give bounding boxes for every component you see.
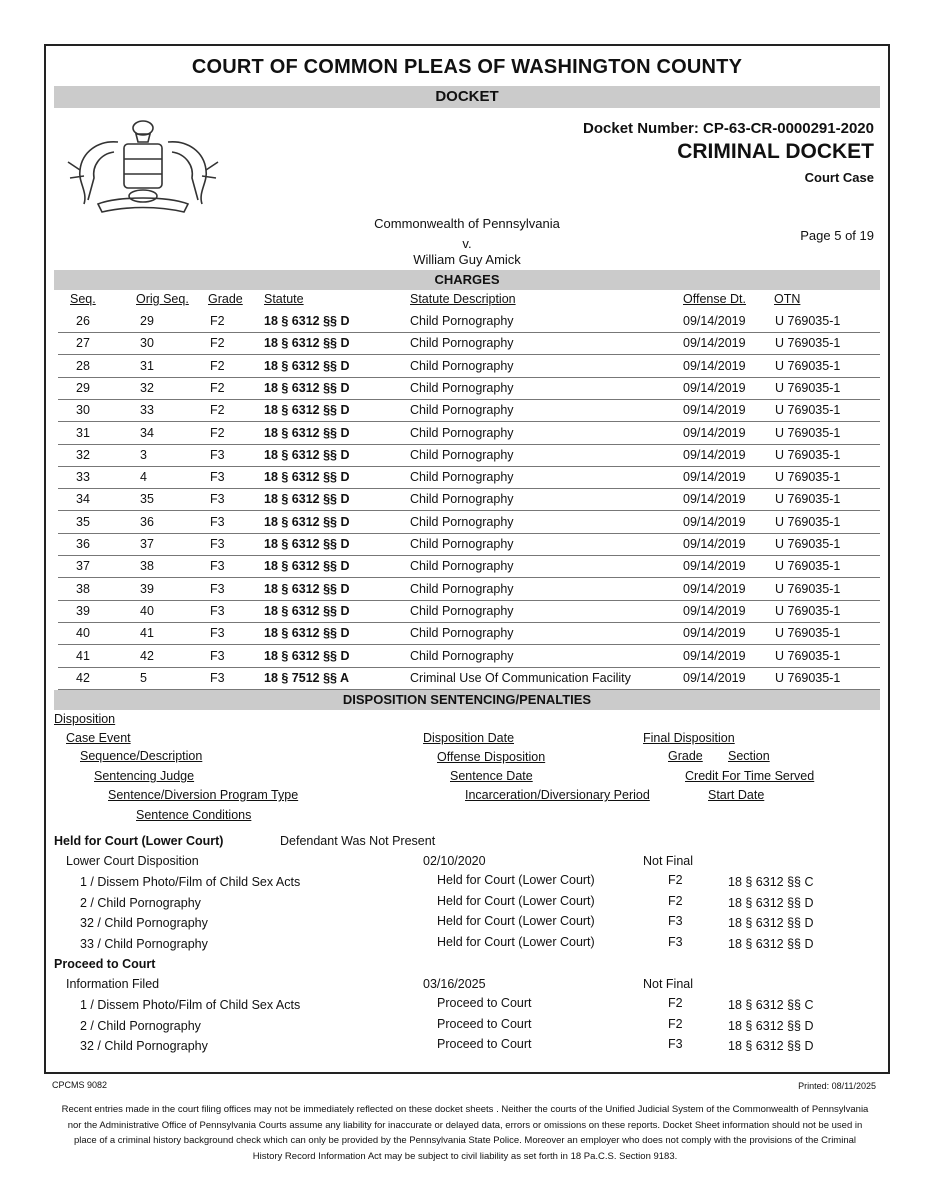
cell-grade: F2	[210, 314, 225, 328]
cell-seq: 39	[76, 603, 90, 618]
legend-sentence-date: Sentence Date	[450, 769, 533, 783]
cell-seq: 38	[76, 581, 90, 596]
group-note: Defendant Was Not Present	[280, 834, 436, 848]
cell-seq: 40	[76, 626, 90, 641]
cell-otn: U 769035-1	[775, 492, 841, 507]
cell-grade: F3	[210, 648, 225, 663]
cell-offense-date: 09/14/2019	[683, 470, 746, 485]
cell-seq: 26	[76, 314, 90, 328]
col-otn: OTN	[774, 292, 801, 306]
cell-otn: U 769035-1	[775, 559, 841, 574]
disclaimer-text: Recent entries made in the court filing offices may not be immediately reflected on these docket sheets . Neither the courts of the Unified Judicial System of the Commonwealth of Pennsylvania nor the Administrative Office of Pennsylvania Courts assume any liability for inaccurate or delayed data, errors or omissions on these reports. Docket Sheet information should not be used in place of a criminal history background check which can only be provided by the Pennsylvania State Police. Moreover an employer who does not comply with the provisions of the Criminal History Record Information Act may be subject to civil liability as set forth in 18 Pa.C.S. Section 9183.	[61, 1104, 869, 1162]
legend-final-disposition: Final Disposition	[643, 731, 735, 745]
cell-otn: U 769035-1	[775, 537, 841, 551]
table-row	[58, 622, 880, 645]
cell-otn: U 769035-1	[775, 603, 841, 618]
cell-otn: U 769035-1	[775, 581, 841, 596]
cell-otn: U 769035-1	[775, 470, 841, 485]
col-seq: Seq.	[70, 292, 96, 306]
cell-orig-seq: 37	[140, 537, 154, 551]
cell-offense-date: 09/14/2019	[683, 603, 746, 618]
final-disposition: Not Final	[643, 977, 694, 991]
criminal-docket-title: CRIMINAL DOCKET	[677, 140, 874, 163]
cell-seq: 29	[76, 380, 90, 395]
cell-description: Child Pornography	[410, 648, 514, 663]
cell-otn: U 769035-1	[775, 425, 841, 440]
final-disposition: Not Final	[643, 854, 694, 868]
cell-seq: 31	[76, 425, 90, 440]
cell-grade: F3	[210, 626, 225, 641]
table-row	[58, 377, 880, 400]
docket-section-bar: DOCKET	[54, 86, 880, 108]
legend-case-event: Case Event	[66, 731, 131, 745]
cell-description: Child Pornography	[410, 403, 514, 418]
col-orig-seq: Orig Seq.	[136, 292, 189, 306]
table-row	[58, 422, 880, 445]
cell-description: Child Pornography	[410, 603, 514, 618]
cell-statute: 18 § 7512 §§ A	[264, 670, 350, 685]
item-section: 18 § 6312 §§ D	[728, 895, 814, 910]
cell-grade: F2	[210, 425, 225, 440]
cell-description: Child Pornography	[410, 425, 514, 440]
cell-statute: 18 § 6312 §§ D	[264, 648, 350, 663]
cell-orig-seq: 30	[140, 336, 154, 351]
cell-seq: 30	[76, 403, 90, 418]
cell-statute: 18 § 6312 §§ D	[264, 603, 350, 618]
cell-otn: U 769035-1	[775, 403, 841, 418]
cell-grade: F3	[210, 670, 225, 685]
cell-grade: F3	[210, 514, 225, 529]
cell-seq: 32	[76, 447, 90, 462]
disposition-date: 02/10/2020	[423, 854, 486, 868]
cell-description: Child Pornography	[410, 336, 514, 351]
cell-offense-date: 09/14/2019	[683, 648, 746, 663]
cell-description: Child Pornography	[410, 537, 514, 551]
item-grade: F3	[668, 934, 683, 949]
disposition-section-bar: DISPOSITION SENTENCING/PENALTIES	[54, 690, 880, 710]
cell-description: Child Pornography	[410, 447, 514, 462]
item-disposition: Proceed to Court	[437, 1016, 532, 1031]
col-description: Statute Description	[410, 292, 516, 306]
table-row	[58, 511, 880, 534]
cell-orig-seq: 29	[140, 314, 154, 328]
cell-orig-seq: 34	[140, 425, 154, 440]
legend-disposition: Disposition	[54, 712, 116, 726]
cell-statute: 18 § 6312 §§ D	[264, 380, 350, 395]
legend-sentence-conditions: Sentence Conditions	[136, 808, 252, 822]
cell-description: Child Pornography	[410, 470, 514, 485]
cell-grade: F3	[210, 581, 225, 596]
case-event: Information Filed	[66, 977, 160, 991]
court-case-label: Court Case	[804, 170, 874, 185]
item-section: 18 § 6312 §§ D	[728, 1039, 814, 1053]
cell-orig-seq: 5	[140, 670, 147, 685]
cell-seq: 37	[76, 559, 90, 574]
legend-sentencing-judge: Sentencing Judge	[94, 769, 195, 783]
cell-grade: F2	[210, 380, 225, 395]
item-section: 18 § 6312 §§ C	[728, 998, 814, 1012]
cell-grade: F2	[210, 336, 225, 351]
cell-statute: 18 § 6312 §§ D	[264, 447, 350, 462]
cell-orig-seq: 31	[140, 358, 154, 373]
printed-date: Printed: 08/11/2025	[798, 1081, 876, 1091]
cell-otn: U 769035-1	[775, 648, 841, 663]
cell-orig-seq: 3	[140, 447, 147, 462]
item-disposition: Held for Court (Lower Court)	[437, 873, 595, 887]
cell-statute: 18 § 6312 §§ D	[264, 492, 350, 507]
pennsylvania-seal-icon	[58, 112, 228, 217]
item-section: 18 § 6312 §§ D	[728, 1018, 814, 1033]
table-row	[58, 578, 880, 601]
item-disposition: Proceed to Court	[437, 1037, 532, 1051]
item-description: 32 / Child Pornography	[80, 916, 208, 930]
item-grade: F3	[668, 914, 683, 928]
cell-otn: U 769035-1	[775, 626, 841, 641]
cell-description: Child Pornography	[410, 314, 514, 328]
item-description: 33 / Child Pornography	[80, 936, 208, 951]
legend-credit-time-served: Credit For Time Served	[685, 769, 815, 783]
cell-statute: 18 § 6312 §§ D	[264, 514, 350, 529]
cell-statute: 18 § 6312 §§ D	[264, 537, 350, 551]
legend-section: Section	[728, 749, 770, 763]
item-disposition: Proceed to Court	[437, 996, 532, 1010]
cell-offense-date: 09/14/2019	[683, 626, 746, 641]
cell-description: Child Pornography	[410, 559, 514, 574]
item-description: 1 / Dissem Photo/Film of Child Sex Acts	[80, 998, 301, 1012]
cell-description: Child Pornography	[410, 581, 514, 596]
legend-sequence-description: Sequence/Description	[80, 749, 203, 763]
cell-offense-date: 09/14/2019	[683, 425, 746, 440]
table-row	[58, 355, 880, 378]
cell-orig-seq: 40	[140, 603, 154, 618]
cell-offense-date: 09/14/2019	[683, 314, 746, 328]
table-row	[58, 533, 880, 556]
legend-offense-disposition: Offense Disposition	[437, 750, 546, 764]
cell-offense-date: 09/14/2019	[683, 537, 746, 551]
cell-statute: 18 § 6312 §§ D	[264, 314, 350, 328]
item-grade: F2	[668, 1016, 683, 1031]
cell-otn: U 769035-1	[775, 380, 841, 395]
cell-otn: U 769035-1	[775, 514, 841, 529]
item-description: 32 / Child Pornography	[80, 1039, 208, 1053]
table-row	[58, 332, 880, 355]
form-id: CPCMS 9082	[52, 1080, 108, 1090]
item-grade: F2	[668, 996, 683, 1010]
cell-description: Child Pornography	[410, 492, 514, 507]
cell-orig-seq: 41	[140, 626, 154, 641]
item-description: 2 / Child Pornography	[80, 1018, 201, 1033]
item-grade: F2	[668, 873, 683, 887]
cell-orig-seq: 33	[140, 403, 154, 418]
table-row	[58, 488, 880, 511]
cell-orig-seq: 35	[140, 492, 154, 507]
docket-number: Docket Number: CP-63-CR-0000291-2020	[583, 120, 874, 137]
charges-section-bar: CHARGES	[54, 270, 880, 290]
cell-seq: 34	[76, 492, 90, 507]
cell-orig-seq: 4	[140, 470, 147, 485]
table-row	[58, 600, 880, 623]
cell-offense-date: 09/14/2019	[683, 559, 746, 574]
legend-disposition-date: Disposition Date	[423, 731, 515, 745]
group-title: Held for Court (Lower Court)	[54, 834, 224, 848]
table-row	[58, 310, 880, 333]
cell-offense-date: 09/14/2019	[683, 581, 746, 596]
cell-otn: U 769035-1	[775, 358, 841, 373]
item-grade: F3	[668, 1037, 683, 1051]
legend-incarceration-period: Incarceration/Diversionary Period	[465, 788, 650, 802]
col-offense-date: Offense Dt.	[683, 292, 746, 306]
cell-seq: 33	[76, 470, 90, 485]
cell-statute: 18 § 6312 §§ D	[264, 470, 350, 485]
page-number: Page 5 of 19	[800, 228, 874, 243]
cell-otn: U 769035-1	[775, 336, 841, 351]
legend-start-date: Start Date	[708, 788, 765, 802]
cell-description: Child Pornography	[410, 358, 514, 373]
cell-grade: F2	[210, 403, 225, 418]
legend-program-type: Sentence/Diversion Program Type	[108, 788, 299, 802]
cell-seq: 36	[76, 537, 90, 551]
cell-orig-seq: 42	[140, 648, 154, 663]
item-disposition: Held for Court (Lower Court)	[437, 934, 595, 949]
cell-grade: F3	[210, 603, 225, 618]
docket-page	[44, 44, 890, 1074]
legend-grade: Grade	[668, 749, 703, 763]
item-section: 18 § 6312 §§ C	[728, 875, 814, 889]
cell-statute: 18 § 6312 §§ D	[264, 425, 350, 440]
cell-grade: F3	[210, 492, 225, 507]
cell-offense-date: 09/14/2019	[683, 670, 746, 685]
cell-grade: F3	[210, 470, 225, 485]
party-defendant: William Guy Amick	[413, 252, 521, 267]
cell-statute: 18 § 6312 §§ D	[264, 358, 350, 373]
court-title: COURT OF COMMON PLEAS OF WASHINGTON COUNTY	[191, 56, 743, 78]
cell-orig-seq: 32	[140, 380, 154, 395]
cell-seq: 41	[76, 648, 90, 663]
item-section: 18 § 6312 §§ D	[728, 936, 814, 951]
cell-orig-seq: 39	[140, 581, 154, 596]
cell-statute: 18 § 6312 §§ D	[264, 626, 350, 641]
cell-description: Child Pornography	[410, 380, 514, 395]
disposition-date: 03/16/2025	[423, 977, 486, 991]
table-row	[58, 645, 880, 668]
item-disposition: Held for Court (Lower Court)	[437, 893, 595, 908]
cell-grade: F3	[210, 447, 225, 462]
case-event: Lower Court Disposition	[66, 854, 199, 868]
cell-seq: 28	[76, 358, 90, 373]
cell-offense-date: 09/14/2019	[683, 380, 746, 395]
cell-statute: 18 § 6312 §§ D	[264, 559, 350, 574]
cell-offense-date: 09/14/2019	[683, 514, 746, 529]
cell-description: Criminal Use Of Communication Facility	[410, 670, 631, 685]
item-grade: F2	[668, 893, 683, 908]
cell-grade: F3	[210, 537, 225, 551]
cell-offense-date: 09/14/2019	[683, 336, 746, 351]
cell-seq: 35	[76, 514, 90, 529]
cell-statute: 18 § 6312 §§ D	[264, 581, 350, 596]
table-row	[58, 555, 880, 578]
table-row	[58, 667, 880, 690]
cell-offense-date: 09/14/2019	[683, 447, 746, 462]
cell-offense-date: 09/14/2019	[683, 492, 746, 507]
cell-statute: 18 § 6312 §§ D	[264, 336, 350, 351]
cell-otn: U 769035-1	[775, 670, 841, 685]
cell-seq: 42	[76, 670, 90, 685]
versus: v.	[462, 236, 472, 251]
cell-orig-seq: 38	[140, 559, 154, 574]
cell-offense-date: 09/14/2019	[683, 403, 746, 418]
table-row	[58, 444, 880, 467]
cell-orig-seq: 36	[140, 514, 154, 529]
cell-description: Child Pornography	[410, 626, 514, 641]
cell-grade: F2	[210, 358, 225, 373]
item-description: 2 / Child Pornography	[80, 895, 201, 910]
cell-seq: 27	[76, 336, 90, 351]
item-section: 18 § 6312 §§ D	[728, 916, 814, 930]
item-disposition: Held for Court (Lower Court)	[437, 914, 595, 928]
table-row	[58, 399, 880, 422]
col-statute: Statute	[264, 292, 304, 306]
table-row	[58, 466, 880, 489]
cell-description: Child Pornography	[410, 514, 514, 529]
party-plaintiff: Commonwealth of Pennsylvania	[374, 216, 560, 231]
cell-statute: 18 § 6312 §§ D	[264, 403, 350, 418]
cell-otn: U 769035-1	[775, 447, 841, 462]
cell-otn: U 769035-1	[775, 314, 841, 328]
cell-offense-date: 09/14/2019	[683, 358, 746, 373]
col-grade: Grade	[208, 292, 243, 306]
item-description: 1 / Dissem Photo/Film of Child Sex Acts	[80, 875, 301, 889]
group-title: Proceed to Court	[54, 957, 156, 971]
cell-grade: F3	[210, 559, 225, 574]
